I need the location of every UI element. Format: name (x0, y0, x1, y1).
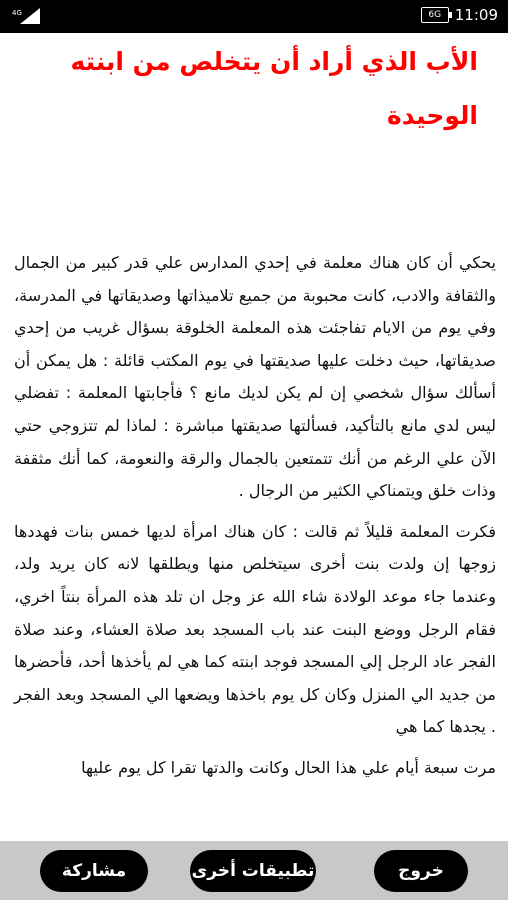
network-label: 6G (428, 10, 442, 20)
signal-icon (12, 8, 40, 24)
signal-area (12, 8, 40, 28)
status-clock: 11:09 (454, 6, 498, 24)
paragraph-gap (0, 508, 508, 516)
paragraph-gap (0, 744, 508, 752)
signal-label: 4G (12, 9, 22, 17)
article-paragraph: فكرت المعلمة قليلاً ثم قالت : كان هناك امرأة لديها خمس بنات فهددها زوجها إن ولدت بنت أخرى سيتخلص منها ويطلقها لانه كان يريد ولد، وعندما جاء موعد الولادة شاء الله عز وجل ان تلد هذه المرأة بنتاً اخري، فقام الرجل ووضع البنت عند باب المسجد بعد صلاة العشاء، وعند صلاة الفجر عاد الرجل إلي المسجد فوجد ابنته كما هي لم يأخذها أحد، فأحضرها من جديد الي المنزل وكان كل يوم باخذها ويضعها الي المسجد وبعد الفجر . يجدها كما هي (14, 521, 496, 737)
article-title: الأب الذي أراد أن يتخلص من ابنته الوحيدة (70, 47, 478, 130)
battery-icon (421, 7, 449, 23)
article-scroll-area[interactable] (0, 33, 508, 841)
article-paragraph: يحكي أن كان هناك معلمة في إحدي المدارس علي قدر كبير من الجمال والثقافة والادب، كانت محبوبة من جميع تلاميذاتها وصديقاتها في المدرسة، وفي يوم من الايام تفاجئت هذه المعلمة الخلوقة بسؤال غريب من إحدي صديقاتها، حيث دخلت عليها صديقتها في يوم المكتب قائلة : هل يمكن أن أسألك سؤال شخصي إن لم يكن لديك مانع ؟ فأجابتها المعلمة : تفضلي ليس لدي مانع بالتأكيد، فسألتها صديقتها مباشرة : لماذا لم تتزوجي حتي الآن علي الرغم من أنك تتمتعين بالجمال والرقة والنعومة، كما أنك مثقفة وذات خلق ويتمناكي الكثير من الرجال . (14, 253, 496, 501)
more-apps-button[interactable]: تطبيقات أخرى (190, 850, 316, 892)
article-paragraph: مرت سبعة أيام علي هذا الحال وكانت والدتها تقرا كل يوم عليها (81, 757, 496, 777)
bottom-toolbar (0, 841, 508, 900)
share-button[interactable]: مشاركة (40, 850, 148, 892)
exit-button[interactable]: خروج (374, 850, 468, 892)
status-right (421, 6, 498, 24)
status-bar (0, 0, 508, 33)
